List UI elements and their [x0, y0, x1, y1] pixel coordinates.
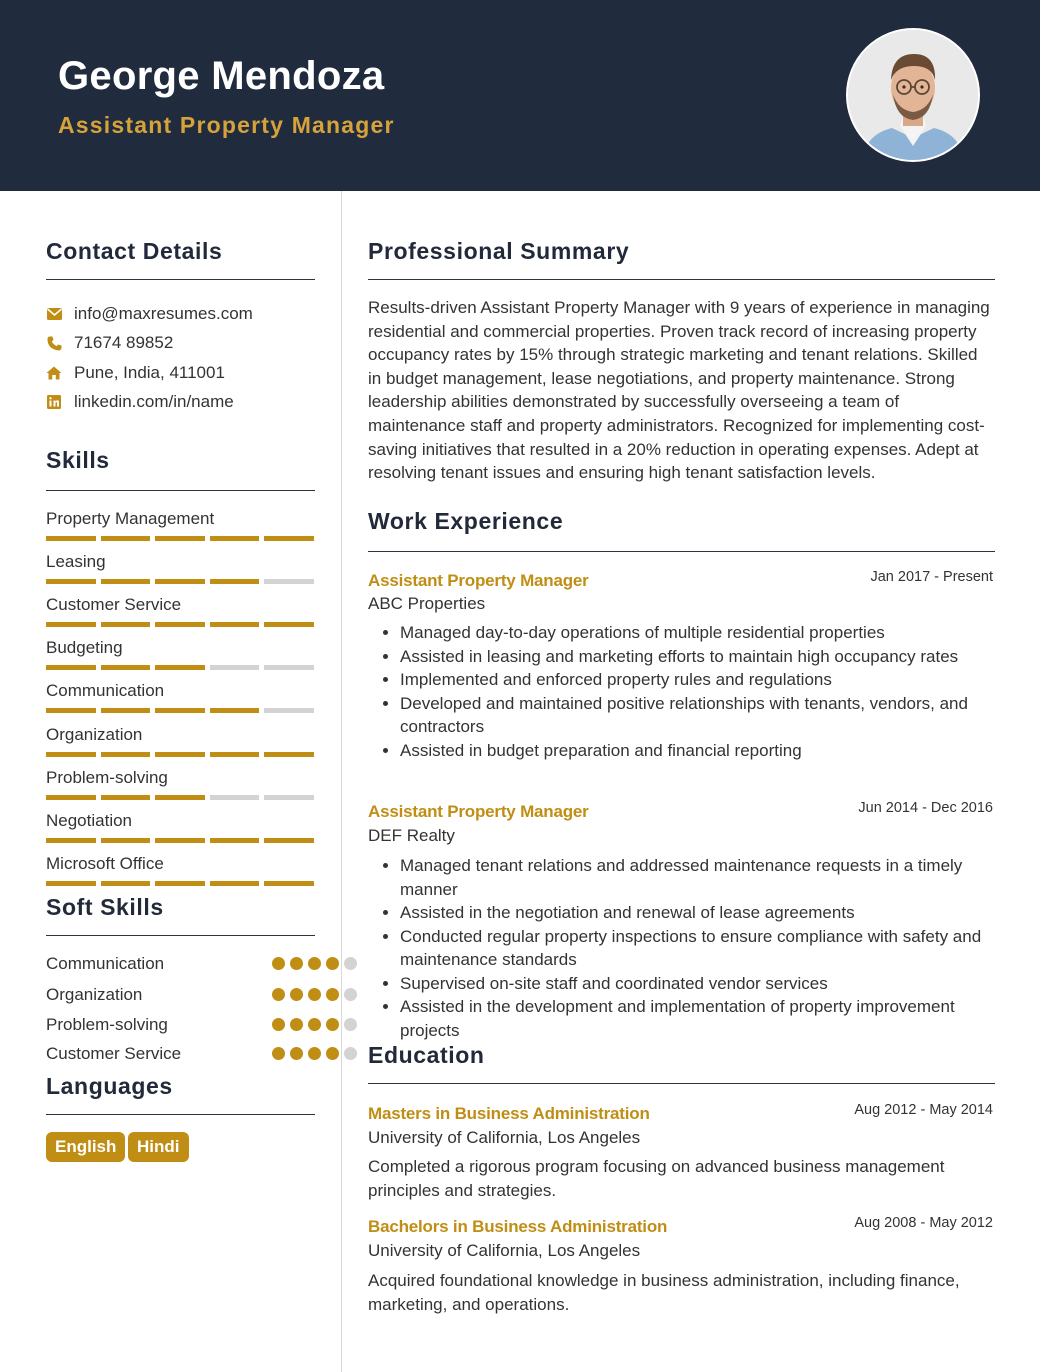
skill-name: Customer Service — [46, 595, 182, 615]
home-icon — [46, 365, 62, 381]
skills-divider — [46, 490, 315, 491]
soft-skill-item — [46, 1015, 316, 1035]
contact-address — [46, 358, 316, 388]
soft-skill-name: Problem-solving — [46, 1015, 168, 1034]
soft-skill-item — [46, 1044, 316, 1064]
rating-dot — [326, 1047, 339, 1060]
language-badge-hindi: Hindi — [128, 1132, 189, 1162]
skill-level-segment — [46, 579, 96, 584]
rating-dot — [344, 1047, 357, 1060]
soft-skill-rating — [272, 1047, 352, 1061]
skill-item — [46, 551, 314, 584]
list-item: • Assisted in leasing and marketing efforts to maintain high occupancy rates — [400, 645, 1000, 669]
soft-skill-rating — [272, 1018, 352, 1032]
skill-item — [46, 680, 314, 713]
skill-level-bar — [46, 579, 314, 584]
rating-dot — [290, 1018, 303, 1031]
skill-level-segment — [264, 665, 314, 670]
skill-level-segment — [264, 881, 314, 886]
soft-skill-item — [46, 954, 316, 974]
skill-name: Leasing — [46, 552, 106, 572]
skill-level-segment — [210, 752, 260, 757]
rating-dot — [344, 988, 357, 1001]
list-item: • Assisted in budget preparation and financial reporting — [400, 739, 1000, 763]
rating-dot — [326, 957, 339, 970]
skill-name: Communication — [46, 681, 165, 701]
skill-level-segment — [155, 579, 205, 584]
skills-heading: Skills — [46, 447, 110, 473]
skill-item — [46, 508, 314, 541]
skill-level-bar — [46, 536, 314, 541]
rating-dot — [290, 1047, 303, 1060]
rating-dot — [326, 988, 339, 1001]
skill-item — [46, 810, 314, 843]
skill-level-segment — [46, 881, 96, 886]
degree-description: Acquired foundational knowledge in business administration, including finance, marketing, and operations. — [368, 1271, 960, 1314]
resume-header — [0, 0, 1040, 191]
skill-level-bar — [46, 665, 314, 670]
education-heading: Education — [368, 1042, 485, 1068]
degree-title: Masters in Business Administration — [368, 1104, 650, 1123]
rating-dot — [344, 957, 357, 970]
candidate-title: Assistant Property Manager — [58, 112, 395, 138]
rating-dot — [308, 988, 321, 1001]
soft-skill-name: Customer Service — [46, 1044, 182, 1063]
skill-level-segment — [210, 622, 260, 627]
soft-skill-name: Organization — [46, 985, 143, 1004]
skill-level-segment — [101, 838, 151, 843]
experience-heading: Work Experience — [368, 508, 564, 534]
skill-level-segment — [46, 536, 96, 541]
contact-linkedin[interactable] — [46, 388, 316, 418]
job-title: Assistant Property Manager — [368, 571, 589, 590]
skill-level-segment — [46, 795, 96, 800]
languages-divider — [46, 1114, 315, 1115]
skill-item — [46, 724, 314, 757]
skill-level-segment — [46, 665, 96, 670]
skill-level-segment — [155, 665, 205, 670]
skill-level-segment — [155, 708, 205, 713]
summary-divider — [368, 279, 995, 280]
soft-skill-rating — [272, 957, 352, 971]
list-item: • Developed and maintained positive relationships with tenants, vendors, and contractors — [400, 692, 1000, 739]
rating-dot — [272, 988, 285, 1001]
skill-level-segment — [46, 752, 96, 757]
skill-level-segment — [155, 536, 205, 541]
skill-level-segment — [264, 795, 314, 800]
skill-level-bar — [46, 838, 314, 843]
languages-heading: Languages — [46, 1073, 173, 1099]
contact-heading: Contact Details — [46, 238, 223, 264]
degree-dates: Aug 2008 - May 2012 — [854, 1215, 993, 1231]
list-item: • Assisted in the negotiation and renewal of lease agreements — [400, 901, 1000, 925]
education-divider — [368, 1083, 995, 1084]
skill-item — [46, 594, 314, 627]
skill-level-segment — [264, 536, 314, 541]
skill-level-segment — [210, 708, 260, 713]
skill-level-bar — [46, 795, 314, 800]
skill-item — [46, 637, 314, 670]
summary-heading: Professional Summary — [368, 238, 630, 264]
skill-level-segment — [101, 708, 151, 713]
soft-skill-rating — [272, 988, 352, 1002]
job-company: DEF Realty — [368, 826, 455, 845]
skill-level-segment — [210, 579, 260, 584]
skill-level-segment — [101, 881, 151, 886]
degree-title: Bachelors in Business Administration — [368, 1217, 668, 1236]
skill-level-bar — [46, 752, 314, 757]
contact-email[interactable] — [46, 299, 316, 329]
list-item: • Assisted in the development and implementation of property improvement projects — [400, 995, 1000, 1042]
skill-name: Organization — [46, 724, 143, 744]
degree-dates: Aug 2012 - May 2014 — [854, 1102, 993, 1118]
skill-level-segment — [264, 622, 314, 627]
skill-level-segment — [155, 795, 205, 800]
skill-level-segment — [155, 752, 205, 757]
skill-level-segment — [101, 795, 151, 800]
skill-level-segment — [264, 579, 314, 584]
rating-dot — [344, 1018, 357, 1031]
list-item: • Managed day-to-day operations of multiple residential properties — [400, 621, 1000, 645]
person-portrait-icon — [848, 30, 978, 160]
skill-name: Property Management — [46, 509, 215, 528]
skill-level-segment — [210, 838, 260, 843]
degree-description: Completed a rigorous program focusing on advanced business management principles and strategies. — [368, 1157, 945, 1200]
language-badge-english: English — [46, 1132, 125, 1162]
skill-item — [46, 853, 314, 886]
skill-item — [46, 767, 314, 800]
linkedin-icon — [46, 394, 62, 410]
school-name: University of California, Los Angeles — [368, 1128, 641, 1147]
skill-name: Negotiation — [46, 810, 133, 830]
column-divider — [341, 191, 342, 1372]
rating-dot — [290, 957, 303, 970]
contact-phone-text: 71674 89852 — [74, 333, 174, 353]
profile-photo — [846, 28, 980, 162]
rating-dot — [272, 957, 285, 970]
rating-dot — [308, 1018, 321, 1031]
skill-name: Budgeting — [46, 638, 123, 658]
skill-level-segment — [101, 752, 151, 757]
rating-dot — [326, 1018, 339, 1031]
job-bullets — [382, 621, 1000, 762]
contact-address-text: Pune, India, 411001 — [74, 362, 225, 382]
skill-level-segment — [155, 881, 205, 886]
summary-text: Results-driven Assistant Property Manager with 9 years of experience in managing residential and commercial properties. Proven track record of increasing property occupancy rates by 15% through strategic marketing and tenant relations. Skilled in budget management, lease negotiations, and property maintenance. Strong leadership abilities demonstrated by successfully overseeing a team of maintenance staff and property administrators. Recognized for implementing cost-saving initiatives that resulted in a 20% reduction in operating expenses. Adept at resolving tenant issues and ensuring high tenant satisfaction levels. — [368, 298, 990, 483]
skill-name: Problem-solving — [46, 767, 168, 787]
skill-level-bar — [46, 622, 314, 627]
skill-level-segment — [101, 579, 151, 584]
skill-level-segment — [210, 665, 260, 670]
envelope-icon — [46, 306, 62, 322]
job-company: ABC Properties — [368, 594, 486, 613]
skill-level-segment — [264, 752, 314, 757]
skill-level-segment — [101, 665, 151, 670]
skill-level-segment — [264, 838, 314, 843]
soft-skill-name: Communication — [46, 954, 165, 973]
contact-email-text: info@maxresumes.com — [74, 303, 253, 323]
experience-divider — [368, 551, 995, 552]
skill-level-segment — [210, 881, 260, 886]
soft-skill-item — [46, 985, 316, 1005]
candidate-name: George Mendoza — [58, 54, 385, 98]
list-item: • Supervised on-site staff and coordinated vendor services — [400, 972, 1000, 996]
rating-dot — [272, 1018, 285, 1031]
rating-dot — [308, 957, 321, 970]
skill-level-bar — [46, 708, 314, 713]
job-dates: Jun 2014 - Dec 2016 — [858, 800, 993, 816]
list-item: • Implemented and enforced property rules and regulations — [400, 668, 1000, 692]
skill-level-segment — [46, 838, 96, 843]
job-title: Assistant Property Manager — [368, 802, 589, 821]
skill-level-segment — [46, 708, 96, 713]
soft-skills-divider — [46, 935, 315, 936]
contact-linkedin-text: linkedin.com/in/name — [74, 392, 234, 412]
job-bullets — [382, 854, 1000, 1042]
list-item: • Managed tenant relations and addressed maintenance requests in a timely manner — [400, 854, 1000, 901]
skill-level-bar — [46, 881, 314, 886]
list-item: • Conducted regular property inspections to ensure compliance with safety and maintenance standards — [400, 925, 1000, 972]
skill-level-segment — [155, 838, 205, 843]
contact-list — [46, 299, 316, 417]
skill-level-segment — [101, 622, 151, 627]
rating-dot — [308, 1047, 321, 1060]
contact-phone[interactable] — [46, 329, 316, 359]
soft-skills-heading: Soft Skills — [46, 894, 164, 920]
skill-level-segment — [46, 622, 96, 627]
skill-name: Microsoft Office — [46, 853, 164, 873]
skill-level-segment — [264, 708, 314, 713]
skill-level-segment — [210, 536, 260, 541]
job-dates: Jan 2017 - Present — [870, 569, 993, 585]
contact-divider — [46, 279, 315, 280]
rating-dot — [272, 1047, 285, 1060]
phone-icon — [46, 335, 62, 351]
skill-level-segment — [210, 795, 260, 800]
rating-dot — [290, 988, 303, 1001]
school-name: University of California, Los Angeles — [368, 1241, 641, 1260]
skill-level-segment — [155, 622, 205, 627]
skill-level-segment — [101, 536, 151, 541]
